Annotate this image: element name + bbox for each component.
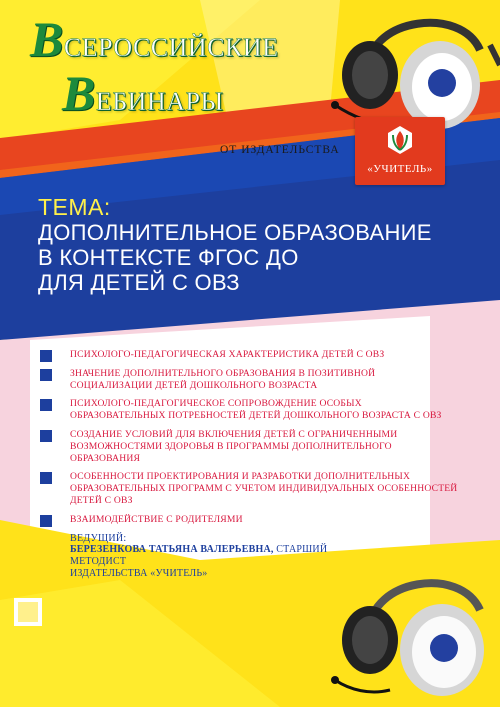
brand-line-1-rest: СЕРОССИЙСКИЕ: [63, 33, 279, 62]
brand-line-2-rest: ЕБИНАРЫ: [95, 87, 224, 116]
list-item-text: ЗНАЧЕНИЕ ДОПОЛНИТЕЛЬНОГО ОБРАЗОВАНИЯ В ПОЗИТИВНОЙ СОЦИАЛИЗАЦИИ ДЕТЕЙ ДОШКОЛЬНОГО ВОЗРАСТА: [70, 367, 376, 391]
square-bullet-icon: [40, 350, 52, 362]
host-name: БЕРЕЗЕНКОВА ТАТЬЯНА ВАЛЕРЬЕВНА,: [70, 544, 274, 555]
program-list: [40, 349, 460, 533]
brand-line-1-cap: В: [30, 11, 64, 67]
brand-line-2: [62, 65, 224, 121]
list-item: [40, 429, 460, 464]
topic-block: [38, 194, 478, 295]
topic-title-line: ДЛЯ ДЕТЕЙ С ОВЗ: [38, 270, 240, 295]
square-bullet-icon: [40, 430, 52, 442]
headset-icon: [330, 5, 500, 135]
publisher-logo-text: «УЧИТЕЛЬ»: [367, 163, 433, 175]
publisher-emblem-icon: [383, 123, 417, 157]
list-item-text: СОЗДАНИЕ УСЛОВИЙ ДЛЯ ВКЛЮЧЕНИЯ ДЕТЕЙ С ОГРАНИЧЕННЫМИ ВОЗМОЖНОСТЯМИ ЗДОРОВЬЯ В ПРОГРАММЫ ДОПОЛНИТЕЛЬНОГО ОБРАЗОВАНИЯ: [70, 428, 398, 464]
square-bullet-icon: [40, 399, 52, 411]
headset-icon: [330, 560, 500, 707]
list-item: [40, 471, 460, 506]
brand-line-2-cap: В: [62, 65, 96, 121]
host-label: ВЕДУЩИЙ:: [70, 533, 127, 544]
publisher-logo: [355, 117, 445, 185]
list-item: [40, 398, 460, 422]
list-item: [40, 514, 460, 526]
host-block: [70, 533, 370, 580]
publisher-note: ОТ ИЗДАТЕЛЬСТВА: [220, 144, 340, 156]
square-bullet-icon: [40, 369, 52, 381]
list-item: [40, 349, 460, 361]
topic-title-line: В КОНТЕКСТЕ ФГОС ДО: [38, 245, 299, 270]
host-name-line: [70, 544, 370, 568]
list-item-text: ПСИХОЛОГО-ПЕДАГОГИЧЕСКАЯ ХАРАКТЕРИСТИКА ДЕТЕЙ С ОВЗ: [70, 349, 385, 360]
list-item-text: ВЗАИМОДЕЙСТВИЕ С РОДИТЕЛЯМИ: [70, 513, 243, 525]
square-bullet-icon: [40, 472, 52, 484]
list-item: [40, 368, 460, 392]
brand-line-1: [30, 11, 279, 67]
host-organization: ИЗДАТЕЛЬСТВА «УЧИТЕЛЬ»: [70, 568, 208, 579]
list-item-text: ОСОБЕННОСТИ ПРОЕКТИРОВАНИЯ И РАЗРАБОТКИ ДОПОЛНИТЕЛЬНЫХ ОБРАЗОВАТЕЛЬНЫХ ПРОГРАММ С УЧЕТОМ ИНДИВИДУАЛЬНЫХ ОСОБЕННОСТЕЙ ДЕТЕЙ С ОВЗ: [70, 471, 458, 506]
list-item-text: ПСИХОЛОГО-ПЕДАГОГИЧЕСКОЕ СОПРОВОЖДЕНИЕ ОСОБЫХ ОБРАЗОВАТЕЛЬНЫХ ПОТРЕБНОСТЕЙ ДЕТЕЙ ДОШКОЛЬНОГО ВОЗРАСТА С ОВЗ: [70, 398, 442, 422]
topic-label: ТЕМА:: [38, 194, 111, 220]
topic-title-line: ДОПОЛНИТЕЛЬНОЕ ОБРАЗОВАНИЕ: [38, 220, 432, 245]
square-bullet-icon: [40, 515, 52, 527]
host-role: СТАРШИЙ МЕТОДИСТ: [70, 544, 328, 567]
